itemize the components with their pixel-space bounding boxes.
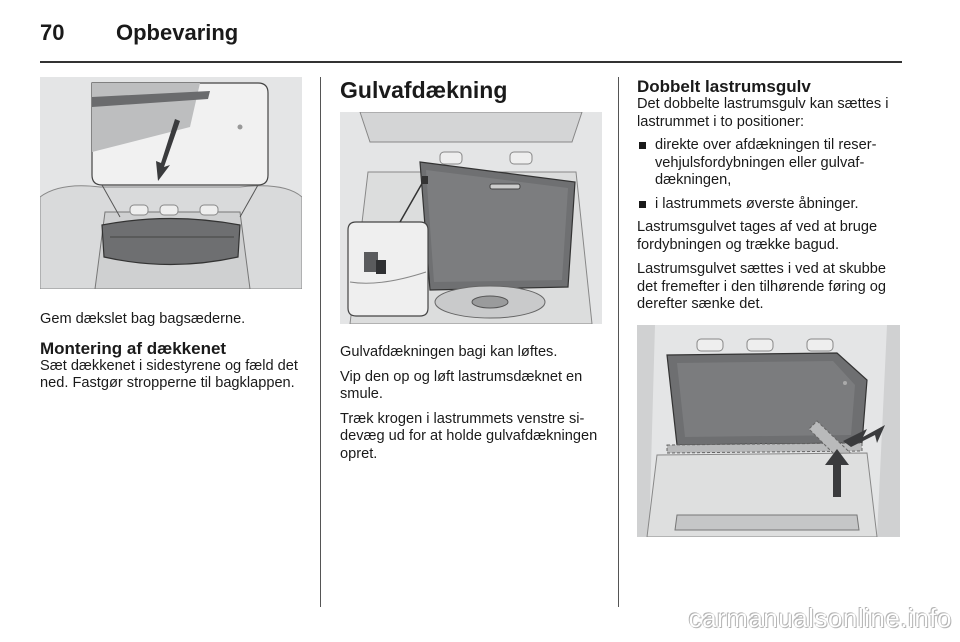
double-floor-intro: Det dobbelte lastrumsgulv kan sættes i lastrummet i to positioner:	[637, 96, 889, 130]
mounting-body: Sæt dækkenet i sidestyrene og fæld det ned. Fastgør stropperne til bagklappen.	[40, 357, 298, 391]
mounting-heading: Montering af dækkenet	[40, 338, 227, 358]
list-item: direkte over afdækningen til reservehjulsfordybningen eller gulvafdækningen,	[637, 137, 902, 190]
section-title: Opbevaring	[116, 20, 239, 45]
header-rule	[40, 61, 902, 63]
floor-cover-para-1: Gulvafdækningen bagi kan løftes.	[340, 344, 558, 360]
figure-double-floor	[637, 325, 900, 537]
column-divider-2	[618, 77, 619, 607]
cover-storage-caption: Gem dækslet bag bagsæderne.	[40, 311, 246, 327]
cover-storage-illustration	[40, 77, 302, 289]
double-floor-heading: Dobbelt lastrumsgulv	[637, 77, 811, 96]
column-2	[340, 77, 602, 463]
watermark: carmanualsonline.info	[688, 603, 952, 633]
double-floor-para-1: Lastrumsgulvet tages af ved at bruge fordybningen og trække bagud.	[637, 219, 878, 253]
floor-cover-illustration	[340, 112, 602, 324]
page-number: 70	[40, 20, 65, 45]
list-item: i lastrummets øverste åbninger.	[637, 196, 902, 214]
column-3	[637, 77, 902, 537]
double-floor-illustration	[637, 325, 900, 537]
column-1	[40, 77, 302, 393]
floor-cover-para-2: Vip den op og løft lastrumsdæknet en smule.	[340, 368, 583, 402]
position-list	[637, 137, 902, 213]
bullet-square-icon	[639, 201, 646, 208]
figure-floor-cover	[340, 112, 602, 324]
page-header	[40, 18, 902, 60]
column-divider-1	[320, 77, 321, 607]
floor-cover-para-3: Træk krogen i lastrummets venstre sidevæg ud for at holde gulvafdækningen opret.	[340, 410, 598, 462]
floor-cover-title: Gulvafdækning	[340, 77, 508, 103]
figure-cover-storage	[40, 77, 302, 289]
double-floor-para-2: Lastrumsgulvet sættes i ved at skubbe det fremefter i den tilhørende føring og derefter sænke det.	[637, 261, 887, 312]
bullet-square-icon	[639, 142, 646, 149]
